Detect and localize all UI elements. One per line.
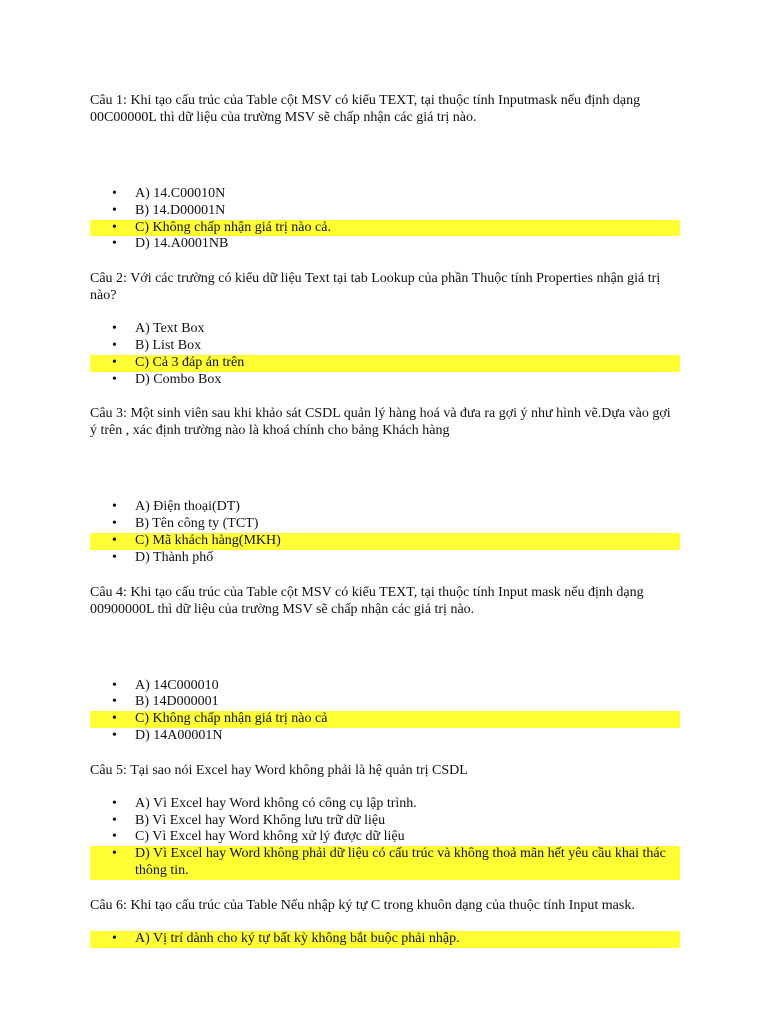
bullet-icon: •	[112, 829, 117, 845]
bullet-icon: •	[112, 549, 117, 565]
answer-d-highlighted: • D) Vì Excel hay Word không phải dữ liệu có cấu trúc và không thoả mãn hết yêu cầu khai thác thông tin.	[90, 846, 680, 880]
answer-list	[90, 499, 680, 566]
bullet-icon: •	[112, 321, 117, 337]
question-text: Câu 4: Khi tạo cấu trúc của Table cột MSV có kiểu TEXT, tại thuộc tính Input mask nếu định dạng 00900000L thì dữ liệu của trường MSV sẽ chấp nhận các giá trị nào.	[90, 584, 644, 617]
answer-list	[90, 678, 680, 745]
bullet-icon: •	[112, 202, 117, 218]
question-text: Câu 5: Tại sao nói Excel hay Word không phải là hệ quản trị CSDL	[90, 762, 468, 778]
answer-a: • A) 14.C00010N	[112, 186, 226, 201]
answer-a-highlighted: • A) Vị trí dành cho ký tự bất kỳ không bắt buộc phải nhập.	[90, 931, 680, 948]
bullet-icon: •	[112, 354, 117, 370]
bullet-icon: •	[112, 371, 117, 387]
answer-a: • A) 14C000010	[112, 677, 219, 693]
bullet-icon: •	[112, 236, 117, 252]
answer-c-highlighted: • C) Cả 3 đáp án trên	[90, 355, 680, 372]
bullet-icon: •	[112, 930, 117, 946]
answer-b: • B) List Box	[112, 337, 202, 353]
question-1	[90, 92, 680, 270]
question-5	[90, 762, 680, 897]
answer-a: • A) Text Box	[112, 321, 205, 337]
answer-c: • C) Vì Excel hay Word không xử lý được dữ liệu	[112, 829, 405, 845]
question-text: Câu 1: Khi tạo cấu trúc của Table cột MSV có kiểu TEXT, tại thuộc tính Inputmask nếu định dạng 00C00000L thì dữ liệu của trường MSV sẽ chấp nhận các giá trị nào.	[90, 93, 641, 125]
question-text: Câu 2: Với các trường có kiểu dữ liệu Text tại tab Lookup của phần Thuộc tính Properties nhận giá trị nào?	[90, 271, 661, 304]
bullet-icon: •	[112, 795, 117, 811]
answer-list	[90, 796, 680, 880]
answer-list	[90, 931, 680, 948]
bullet-icon: •	[112, 677, 117, 693]
answer-c-highlighted: • C) Mã khách hàng(MKH)	[90, 533, 680, 550]
answer-a: • A) Vì Excel hay Word không có công cụ lập trình.	[112, 795, 417, 811]
question-4	[90, 584, 680, 762]
question-2	[90, 270, 680, 405]
answer-b: • B) 14.D00001N	[112, 202, 226, 218]
answer-list	[90, 321, 680, 388]
bullet-icon: •	[112, 694, 117, 710]
bullet-icon: •	[112, 846, 117, 862]
answer-b: • B) 14D000001	[112, 694, 219, 710]
question-text: Câu 3: Một sinh viên sau khi khảo sát CSDL quản lý hàng hoá và đưa ra gợi ý như hình vẽ.Dựa vào gợi ý trên , xác định trường nào là khoá chính cho bảng Khách hàng	[90, 406, 671, 439]
bullet-icon: •	[112, 186, 117, 201]
bullet-icon: •	[112, 337, 117, 353]
answer-b: • B) Vì Excel hay Word Không lưu trữ dữ liệu	[112, 812, 386, 828]
bullet-icon: •	[112, 711, 117, 727]
answer-d: • D) 14A00001N	[112, 727, 223, 743]
bullet-icon: •	[112, 499, 117, 515]
question-6	[90, 897, 680, 948]
question-text: Câu 6: Khi tạo cấu trúc của Table Nếu nhập ký tự C trong khuôn dạng của thuộc tính Input mask.	[90, 897, 635, 913]
bullet-icon: •	[112, 532, 117, 548]
document-page	[90, 92, 680, 948]
bullet-icon: •	[112, 516, 117, 532]
answer-d: • D) 14.A0001NB	[112, 236, 229, 252]
answer-d: • D) Combo Box	[112, 371, 222, 387]
bullet-icon: •	[112, 812, 117, 828]
bullet-icon: •	[112, 727, 117, 743]
answer-b: • B) Tên công ty (TCT)	[112, 516, 259, 532]
answer-a: • A) Điện thoại(DT)	[112, 499, 240, 515]
answer-d: • D) Thành phố	[112, 549, 214, 565]
question-3	[90, 405, 680, 583]
answer-list	[90, 186, 680, 253]
bullet-icon: •	[112, 219, 117, 235]
answer-c-highlighted: • C) Không chấp nhận giá trị nào cả.	[90, 220, 680, 237]
answer-c-highlighted: • C) Không chấp nhận giá trị nào cả	[90, 711, 680, 728]
